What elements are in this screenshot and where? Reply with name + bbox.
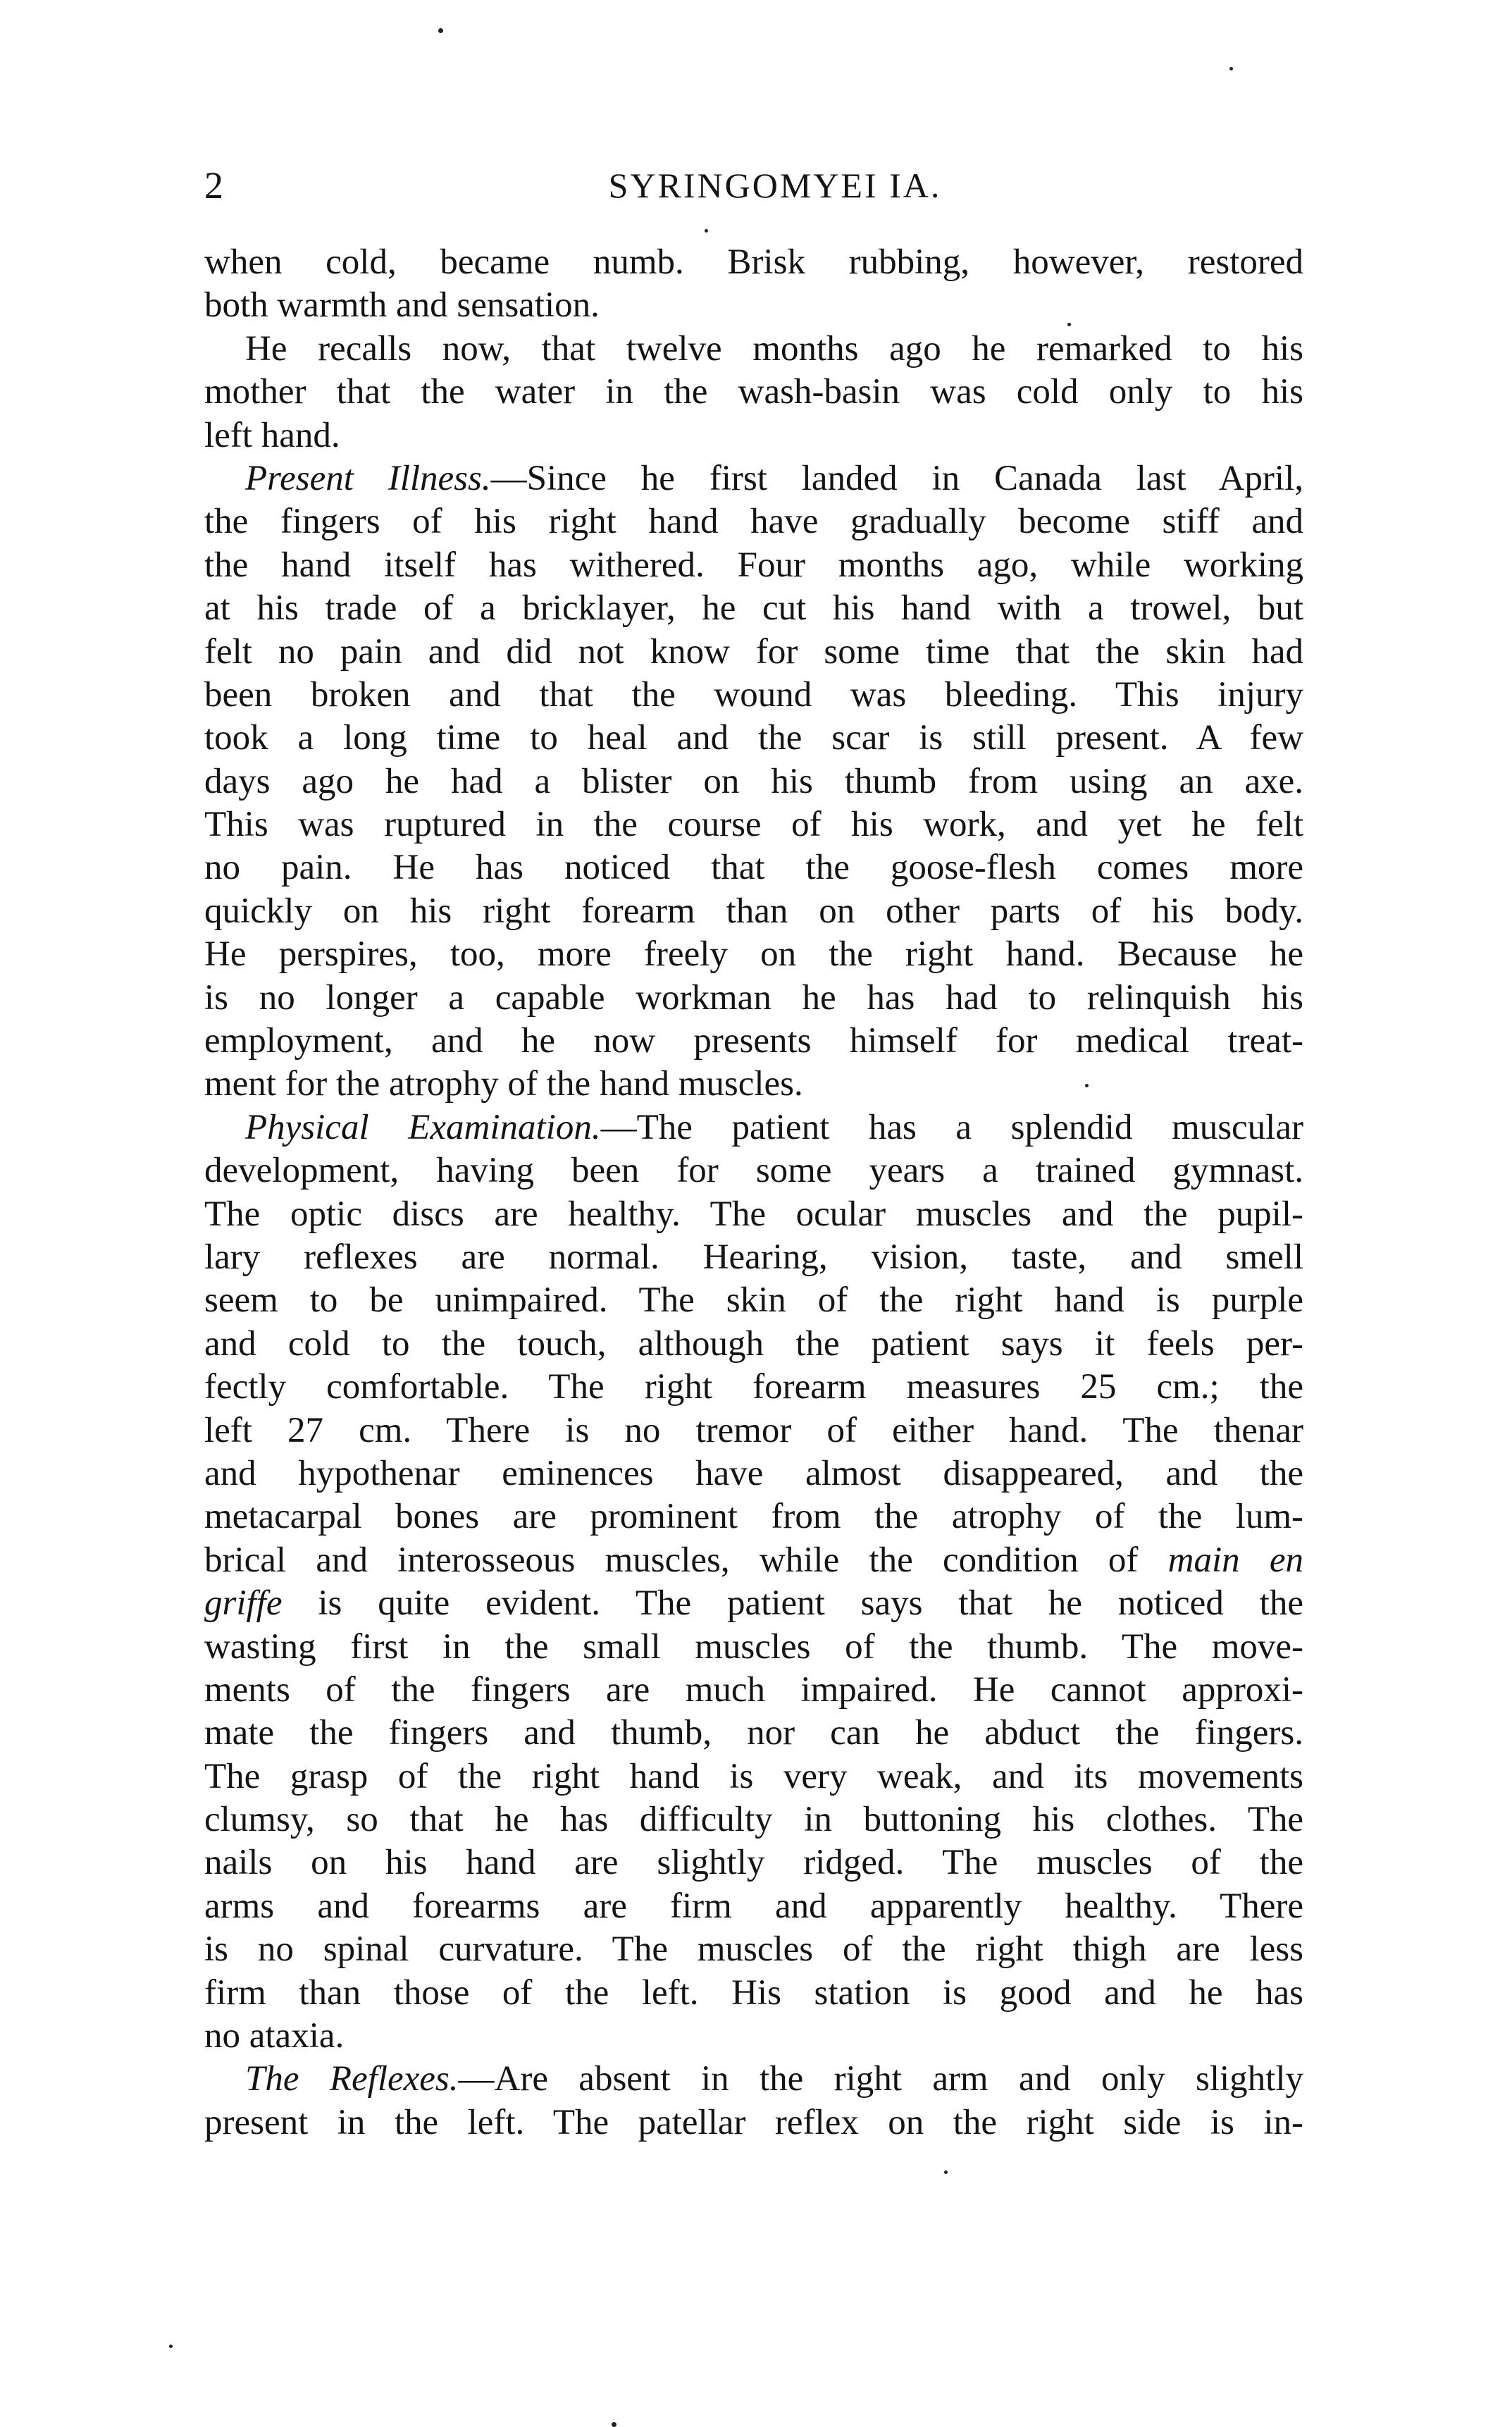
text-line: is no spinal curvature. The muscles of the right thigh are less [204, 1929, 1303, 1970]
text-line: He perspires, too, more freely on the right hand. Because he [204, 934, 1303, 975]
text-line: at his trade of a bricklayer, he cut his hand with a trowel, but [204, 588, 1303, 629]
text-line: both warmth and sensation. [204, 285, 600, 326]
text-line: The grasp of the right hand is very weak, and its movements [204, 1756, 1303, 1796]
running-title: SYRINGOMYEI IA. [608, 166, 942, 205]
running-head [204, 161, 1303, 210]
scan-speck [944, 2170, 948, 2174]
italic-phrase: griffe [204, 1583, 283, 1624]
scan-speck [612, 2422, 616, 2427]
page-number: 2 [204, 164, 223, 206]
text-line: metacarpal bones are prominent from the atrophy of the lum- [204, 1497, 1303, 1537]
text-line: took a long time to heal and the scar is still present. A few [204, 718, 1303, 758]
section-heading-line: Present Illness.—Since he first landed in Canada last April, [245, 458, 1303, 498]
text-line: development, having been for some years a trained gymnast. [204, 1151, 1303, 1191]
text-line: the hand itself has withered. Four months ago, while working [204, 545, 1303, 585]
section-heading-line: The Reflexes.—Are absent in the right arm and only slightly [245, 2059, 1303, 2099]
scan-speck [1229, 67, 1233, 70]
scan-speck [169, 2345, 173, 2348]
scan-speck [1067, 323, 1071, 326]
text-line: ments of the fingers are much impaired. He cannot approxi- [204, 1669, 1303, 1710]
text-line: mother that the water in the wash-basin was cold only to his [204, 372, 1303, 412]
scan-speck [705, 229, 708, 233]
text-line: no ataxia. [204, 2016, 345, 2056]
text-line: lary reflexes are normal. Hearing, vision, taste, and smell [204, 1237, 1303, 1277]
text-line: no pain. He has noticed that the goose-flesh comes more [204, 848, 1303, 888]
text-line: been broken and that the wound was bleeding. This injury [204, 674, 1303, 715]
text-line: The optic discs are healthy. The ocular muscles and the pupil- [204, 1194, 1303, 1234]
text-line: the fingers of his right hand have gradually become stiff and [204, 502, 1303, 542]
text-line: arms and forearms are firm and apparently healthy. There [204, 1886, 1303, 1926]
text-line: griffe is quite evident. The patient says that he noticed the [204, 1583, 1303, 1624]
section-heading: The Reflexes. [245, 2059, 459, 2099]
scan-speck [1085, 1084, 1089, 1087]
text-line: firm than those of the left. His station is good and he has [204, 1972, 1303, 2013]
text-line: is no longer a capable workman he has had to relinquish his [204, 977, 1303, 1018]
text-line: ment for the atrophy of the hand muscles. [204, 1064, 803, 1104]
text-line: and cold to the touch, although the patient says it feels per- [204, 1323, 1303, 1364]
text-line: left 27 cm. There is no tremor of either hand. The thenar [204, 1410, 1303, 1450]
section-heading: Present Illness. [245, 458, 491, 498]
text-line: quickly on his right forearm than on other parts of his body. [204, 891, 1303, 931]
text-line: This was ruptured in the course of his work, and yet he felt [204, 805, 1303, 845]
text-line: and hypothenar eminences have almost disappeared, and the [204, 1453, 1303, 1493]
text-line: brical and interosseous muscles, while the condition of main en [204, 1540, 1303, 1580]
section-heading-line: Physical Examination.—The patient has a splendid muscular [245, 1107, 1303, 1147]
scan-speck [438, 28, 443, 33]
text-line: clumsy, so that he has difficulty in buttoning his clothes. The [204, 1800, 1303, 1840]
text-line: when cold, became numb. Brisk rubbing, however, restored [204, 242, 1303, 282]
text-line: fectly comfortable. The right forearm measures 25 cm.; the [204, 1367, 1303, 1407]
text-line: seem to be unimpaired. The skin of the right hand is purple [204, 1280, 1303, 1321]
body-text [204, 241, 1303, 2144]
text-line: felt no pain and did not know for some time that the skin had [204, 631, 1303, 672]
text-line: present in the left. The patellar reflex on the right side is in- [204, 2102, 1303, 2142]
text-line: He recalls now, that twelve months ago he remarked to his [245, 328, 1303, 369]
text-line: left hand. [204, 415, 340, 455]
text-line: days ago he had a blister on his thumb from using an axe. [204, 761, 1303, 801]
text-line: nails on his hand are slightly ridged. The muscles of the [204, 1843, 1303, 1883]
text-line: mate the fingers and thumb, nor can he abduct the fingers. [204, 1713, 1303, 1753]
text-line: employment, and he now presents himself for medical treat- [204, 1021, 1303, 1061]
section-heading: Physical Examination. [245, 1107, 601, 1147]
text-line: wasting first in the small muscles of the thumb. The move- [204, 1626, 1303, 1667]
italic-phrase: main en [1167, 1540, 1303, 1580]
